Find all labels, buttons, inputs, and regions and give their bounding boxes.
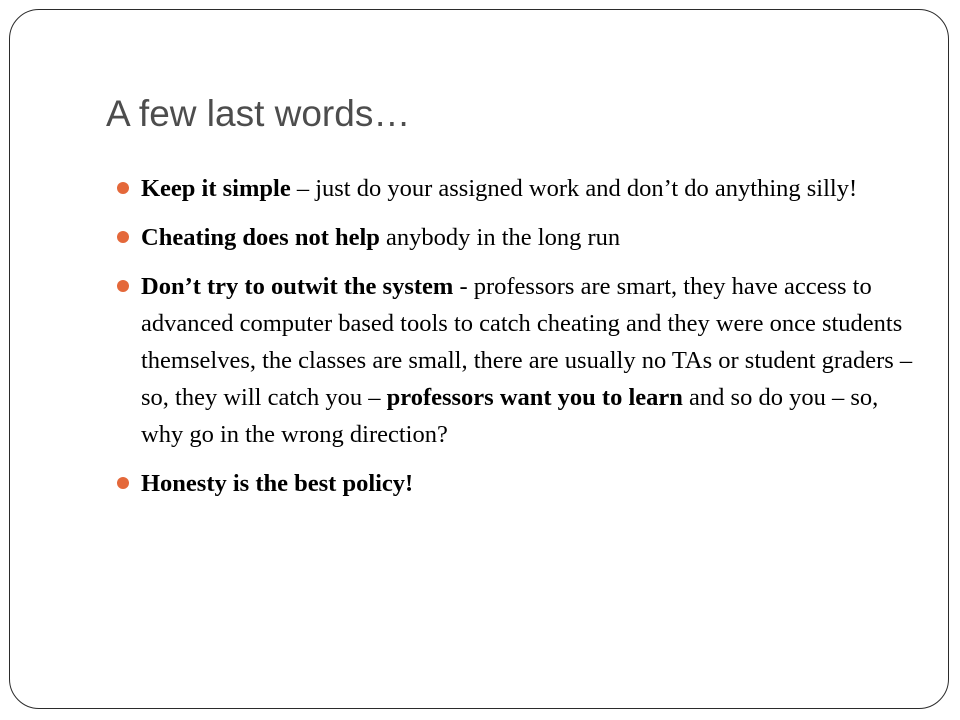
bullet-item-outwit-system [110,268,915,453]
bullet-dot-icon [117,477,129,489]
bullet-bold-text: Don’t try to outwit the system [141,273,454,300]
bullet-list [110,170,915,514]
bullet-item-honesty [110,465,915,502]
bullet-bold-text: Cheating does not help [141,224,380,251]
bullet-item-cheating [110,219,915,256]
bullet-text-secondary: and so do you – so, why go in the wrong direction? [141,384,879,448]
bullet-bold-text: Honesty is the best policy! [141,470,414,497]
slide-title: A few last words… [106,93,411,134]
bullet-bold-text-secondary: professors want you to learn [386,384,683,411]
bullet-bold-text: Keep it simple [141,175,291,202]
bullet-text: – just do your assigned work and don’t do anything silly! [290,175,858,202]
bullet-dot-icon [117,182,129,194]
slide-frame [9,9,949,709]
bullet-item-keep-it-simple [110,170,915,207]
bullet-dot-icon [117,280,129,292]
bullet-text: anybody in the long run [379,224,621,251]
bullet-dot-icon [117,231,129,243]
bullet-text: - professors are smart, they have access to advanced computer based tools to catch cheating and they were once students themselves, the classes are small, there are usually no TAs or student graders – so, they will catch you – [141,273,913,411]
